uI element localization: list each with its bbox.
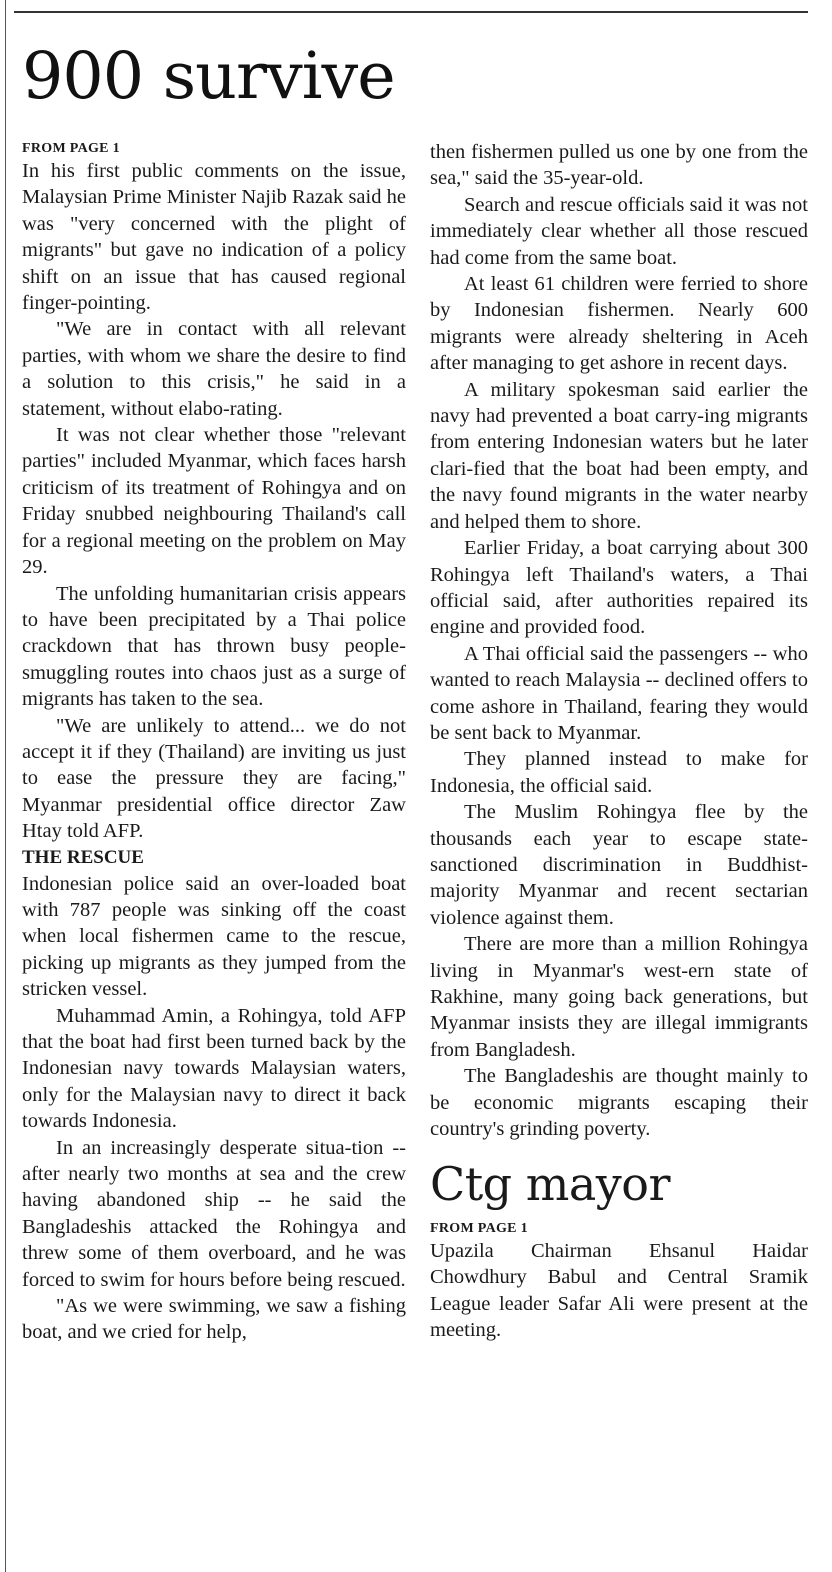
paragraph: "As we were swimming, we saw a fishing boat, and we cried for help,	[22, 1295, 406, 1344]
paragraph: Upazila Chairman Ehsanul Haidar Chowdhury Babul and Central Sramik League leader Safar Ali were present at the meeting.	[430, 1239, 808, 1341]
paragraph: "We are in contact with all relevant parties, with whom we share the desire to find a solution to this crisis," he said in a statement, without elabo-rating.	[22, 318, 406, 420]
paragraph: There are more than a million Rohingya living in Myanmar's west-ern state of Rakhine, many going back generations, but Myanmar insists they are illegal immigrants from Bangladesh.	[430, 933, 808, 1061]
paragraph: The Bangladeshis are thought mainly to be economic migrants escaping their country's grinding poverty.	[430, 1065, 808, 1141]
subhead-the-rescue: THE RESCUE	[22, 846, 144, 868]
paragraph: In his first public comments on the issue, Malaysian Prime Minister Najib Razak said he was "very concerned with the plight of migrants" but gave no indication of a policy shift on an issue that has caused regional finger-pointing.	[22, 160, 406, 315]
paragraph-continuation: then fishermen pulled us one by one from the sea," said the 35-year-old.	[430, 141, 808, 190]
paragraph: A military spokesman said earlier the navy had prevented a boat carry-ing migrants from entering Indonesian waters but he later clari-fied that the boat had been empty, and the navy found migrants in the water nearby and helped them to shore.	[430, 378, 808, 533]
paragraph: The Muslim Rohingya flee by the thousands each year to escape state-sanctioned discrimination in Buddhist-majority Myanmar and recent sectarian violence against them.	[430, 801, 808, 929]
paragraph: They planned instead to make for Indonesia, the official said.	[430, 748, 808, 797]
from-page-label: FROM PAGE 1	[22, 141, 120, 156]
paragraph: Earlier Friday, a boat carrying about 300 Rohingya left Thailand's waters, a Thai official said, after authorities repaired its engine and provided food.	[430, 537, 808, 639]
paragraph: The unfolding humanitarian crisis appears to have been precipitated by a Thai police crackdown that has thrown busy people-smuggling routes into chaos just as a surge of migrants has taken to the sea.	[22, 582, 406, 711]
paragraph: Search and rescue officials said it was not immediately clear whether all those rescued had come from the same boat.	[430, 193, 808, 269]
headline-900-survive: 900 survive	[22, 39, 395, 114]
paragraph: "We are unlikely to attend... we do not accept it if they (Thailand) are inviting us just to ease the pressure they are facing," Myanmar presidential office director Zaw Htay told AFP.	[22, 714, 406, 843]
paragraph: In an increasingly desperate situa-tion -- after nearly two months at sea and the crew having abandoned ship -- he said the Bangladeshis attacked the Rohingya and threw some of them overboard, and he was forced to swim for hours before being rescued.	[22, 1136, 406, 1291]
right-column	[430, 139, 808, 1343]
paragraph: At least 61 children were ferried to shore by Indonesian fishermen. Nearly 600 migrants were already sheltering in Aceh after managing to get ashore in recent days.	[430, 273, 808, 375]
page-border-left	[5, 0, 6, 1572]
top-rule	[14, 11, 808, 13]
paragraph: It was not clear whether those "relevant parties" included Myanmar, which faces harsh criticism of its treatment of Rohingya and on Friday snubbed neighbouring Thailand's call for a regional meeting on the problem on May 29.	[22, 424, 406, 579]
headline-ctg-mayor: Ctg mayor	[430, 1157, 670, 1212]
from-page-label: FROM PAGE 1	[430, 1220, 528, 1236]
paragraph: Indonesian police said an over-loaded boat with 787 people was sinking off the coast when local fishermen came to the rescue, picking up migrants as they jumped from the stricken vessel.	[22, 872, 406, 1001]
paragraph: Muhammad Amin, a Rohingya, told AFP that the boat had first been turned back by the Indonesian navy towards Malaysian waters, only for the Malaysian navy to direct it back towards Indonesia.	[22, 1004, 406, 1133]
paragraph: A Thai official said the passengers -- who wanted to reach Malaysia -- declined offers to come ashore in Thailand, fearing they would be sent back to Myanmar.	[430, 642, 808, 744]
left-column	[22, 139, 406, 1346]
